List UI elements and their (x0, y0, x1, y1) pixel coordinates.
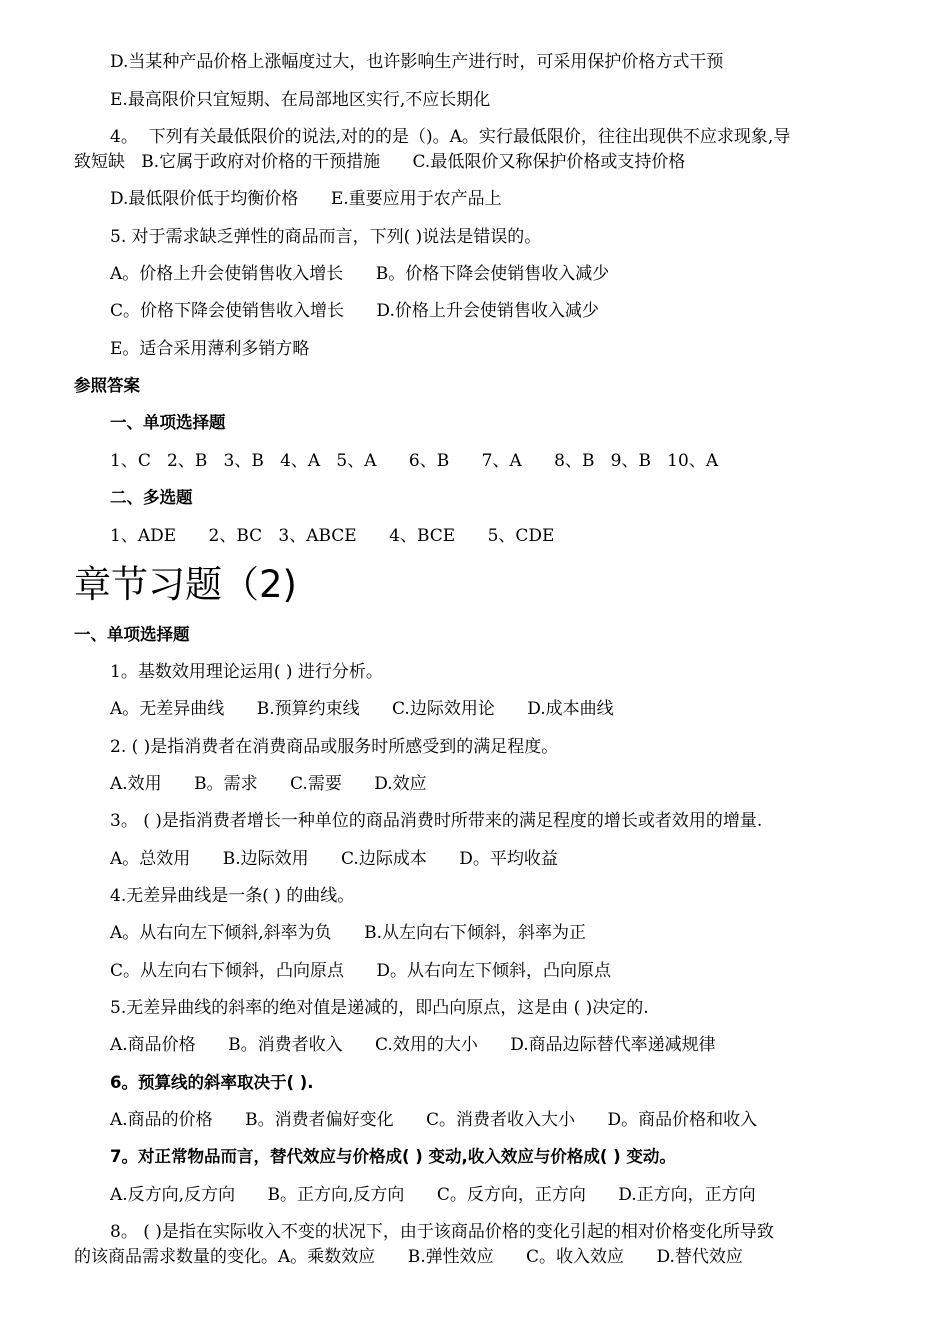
chapter-title: 章节习题（2) (74, 563, 297, 606)
option-line: C。价格下降会使销售收入增长 D.价格上升会使销售收入减少 (110, 301, 599, 321)
option-line: A.商品价格 B。消费者收入 C.效用的大小 D.商品边际替代率递减规律 (110, 1035, 716, 1055)
question-line: 8。 ( )是指在实际收入不变的状况下，由于该商品价格的变化引起的相对价格变化所导致 (110, 1222, 774, 1242)
question-line-continued: 致短缺 B.它属于政府对价格的干预措施 C.最低限价又称保护价格或支持价格 (74, 152, 686, 172)
question-line: 6。预算线的斜率取决于( ). (110, 1073, 314, 1092)
answer-line: 1、ADE 2、BC 3、ABCE 4、BCE 5、CDE (110, 526, 555, 546)
section-heading: 一、单项选择题 (74, 625, 190, 644)
option-line: A。无差异曲线 B.预算约束线 C.边际效用论 D.成本曲线 (110, 699, 614, 719)
section-heading: 二、多选题 (110, 488, 193, 507)
option-line: E。适合采用薄利多销方略 (110, 339, 310, 359)
option-line: A.效用 B。需求 C.需要 D.效应 (110, 774, 427, 794)
question-line-continued: 的该商品需求数量的变化。A。乘数效应 B.弹性效应 C。收入效应 D.替代效应 (74, 1247, 743, 1267)
question-line: 7。对正常物品而言，替代效应与价格成( ) 变动,收入效应与价格成( ) 变动。 (110, 1147, 676, 1166)
option-line: C。从左向右下倾斜，凸向原点 D。从右向左下倾斜，凸向原点 (110, 961, 612, 981)
question-line: 4.无差异曲线是一条( ) 的曲线。 (110, 886, 355, 906)
question-line: 3。 ( )是指消费者增长一种单位的商品消费时所带来的满足程度的增长或者效用的增量. (110, 811, 763, 831)
question-line: 5.无差异曲线的斜率的绝对值是递减的，即凸向原点，这是由 ( )决定的. (110, 998, 649, 1018)
question-line: 4。 下列有关最低限价的说法,对的的是（)。A。实行最低限价，往往出现供不应求现象,导 (110, 127, 791, 147)
option-line: A。总效用 B.边际效用 C.边际成本 D。平均收益 (110, 849, 558, 869)
option-line: A。从右向左下倾斜,斜率为负 B.从左向右下倾斜，斜率为正 (110, 923, 586, 943)
question-line: 2. ( )是指消费者在消费商品或服务时所感受到的满足程度。 (110, 737, 559, 757)
option-line: A.商品的价格 B。消费者偏好变化 C。消费者收入大小 D。商品价格和收入 (110, 1110, 758, 1130)
option-line: E.最高限价只宜短期、在局部地区实行,不应长期化 (110, 90, 491, 110)
answer-line: 1、C 2、B 3、B 4、A 5、A 6、B 7、A 8、B 9、B 10、A (110, 451, 719, 471)
option-line: A。价格上升会使销售收入增长 B。价格下降会使销售收入减少 (110, 264, 610, 284)
question-line: 1。基数效用理论运用( ) 进行分析。 (110, 662, 383, 682)
option-line: D.当某种产品价格上涨幅度过大，也许影响生产进行时，可采用保护价格方式干预 (110, 52, 724, 72)
option-line: D.最低限价低于均衡价格 E.重要应用于农产品上 (110, 189, 502, 209)
section-heading: 一、单项选择题 (110, 413, 226, 432)
option-line: A.反方向,反方向 B。正方向,反方向 C。反方向，正方向 D.正方向，正方向 (110, 1185, 756, 1205)
question-line: 5. 对于需求缺乏弹性的商品而言，下列( )说法是错误的。 (110, 227, 542, 247)
reference-answers-heading: 参照答案 (74, 376, 140, 395)
